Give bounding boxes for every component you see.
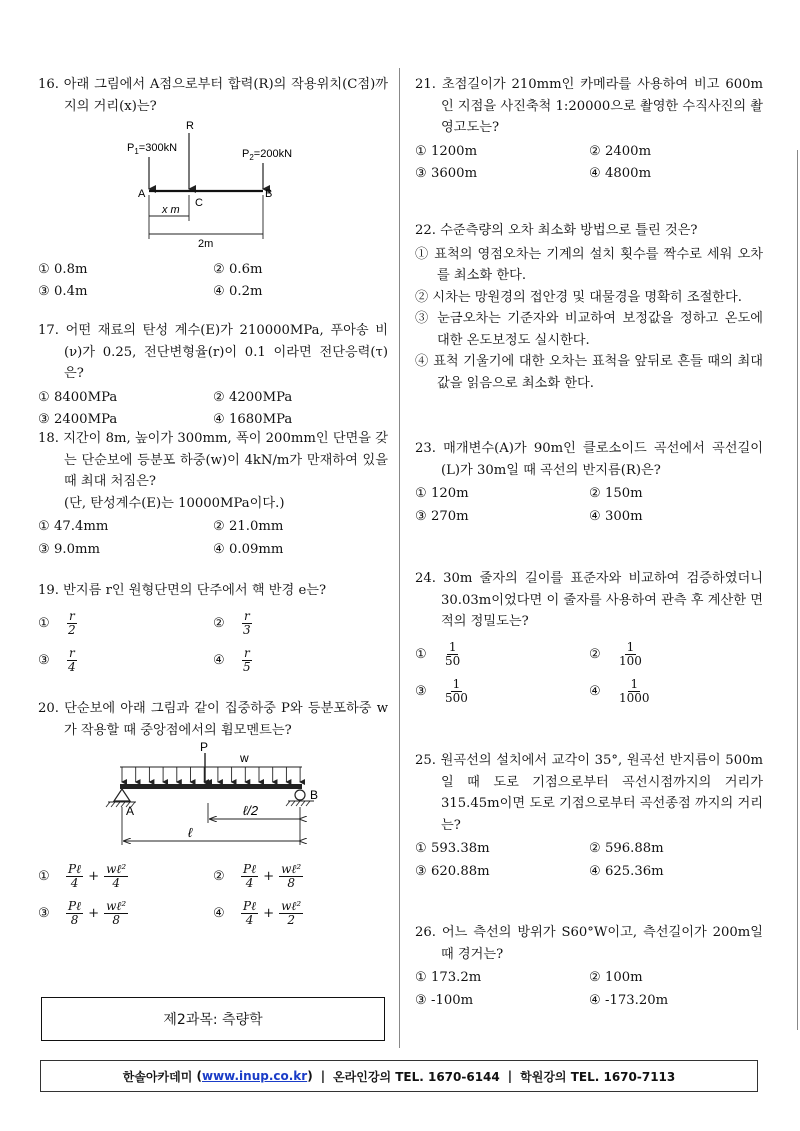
label-p1: $P_1=300kN$ [127,142,178,156]
option[interactable]: ③ 3600m [415,166,478,181]
footer-academy-name: 한솔아카데미 [122,1069,193,1084]
option[interactable]: ③ 2400MPa [38,412,118,427]
question-19-text: 19. 반지름 r인 원형단면의 단주에서 핵 반경 e는? [38,583,327,598]
question-26-options [415,967,763,1011]
support-b [295,790,305,800]
beam [120,784,302,789]
option[interactable]: ③ $\frac{r}{4}$ [38,646,76,674]
question-22-text: 22. 수준측량의 오차 최소화 방법으로 틀린 것은? [415,223,698,238]
option[interactable]: ② 시차는 망원경의 접안경 및 대물경을 명확히 조절한다. [415,289,742,305]
option[interactable]: ④ 4800m [589,166,652,181]
distributed-load-arrows [122,767,300,782]
option[interactable]: ③ 0.4m [38,284,88,299]
option[interactable]: ④ $\frac{1}{1000}$ [589,677,650,705]
label-c: C [195,197,203,209]
question-23-options [415,483,763,527]
option[interactable]: ③ 9.0mm [38,541,100,557]
right-edge-line [797,150,798,1030]
question-18 [38,428,388,560]
question-18-text: 18. 지간이 8m, 높이가 300mm, 폭이 200mm인 단면을 갖는 단순보에 등분포 하중(w)이 4kN/m가 만재하여 있을 때 최대 처짐은? [38,431,388,489]
label-l: ℓ [188,825,193,840]
option[interactable]: ② $\frac{1}{100}$ [589,640,642,668]
question-16-text: 16. 아래 그림에서 A점으로부터 합력(R)의 작용위치(C점)까지의 거리(x)는? [38,77,388,114]
question-25-text: 25. 원곡선의 설치에서 교각이 35°, 원곡선 반지름이 500m일 때 도로 기점으로부터 곡선시점까지의 거리가 315.45m이면 도로 기점으로부터 곡선종점 까지의 거리는? [415,753,763,833]
option[interactable]: ④ 625.36m [589,863,664,879]
support-a [114,789,130,801]
option[interactable]: ② $\frac{r}{3}$ [213,609,251,637]
question-19-options [38,606,388,679]
label-p: P [200,741,209,754]
option[interactable]: ④ 0.09mm [213,541,284,557]
option[interactable]: ③ 620.88m [415,863,490,879]
question-22 [415,220,763,394]
option[interactable]: ② 4200MPa [213,389,293,405]
question-16 [38,74,388,303]
q20-beam-figure [38,741,388,847]
question-21 [415,74,763,185]
subject-title-box: 제2과목: 측량학 [41,997,385,1041]
option[interactable]: ① 173.2m [415,970,482,985]
question-24-options [415,637,763,710]
option[interactable]: ① 표척의 영점오차는 기계의 설치 횟수를 짝수로 세워 오차를 최소화 한다. [415,246,763,283]
option[interactable]: ① 1200m [415,143,478,159]
option[interactable]: ① $\frac{r}{2}$ [38,609,76,637]
option[interactable]: ② 596.88m [589,841,664,856]
question-20-text: 20. 단순보에 아래 그림과 같이 집중하중 P와 등분포하중 w가 작용할 때 중앙점에서의 휨모멘트는? [38,701,388,738]
question-26 [415,922,763,1011]
option[interactable]: ④ 300m [589,508,643,524]
question-26-text: 26. 어느 측선의 방위가 S60°W이고, 측선길이가 200m일 때 경거는? [415,925,763,962]
option[interactable]: ② 100m [589,970,643,985]
question-19 [38,580,388,679]
footer: 한솔아카데미 ( www.inup.co.kr ) | 온라인강의 TEL. 1670-6144 | 학원강의 TEL. 1670-7113 [40,1060,758,1092]
option[interactable]: ① $\frac{\text{Pℓ}}{4}$ + $\frac{\text{wℓ²}}{4}$ [38,862,127,890]
label-half-l: ℓ/2 [243,803,259,818]
option[interactable]: ④ 0.2m [213,284,263,299]
label-a: A [126,804,135,818]
option[interactable]: ④ -173.20m [589,992,669,1008]
option[interactable]: ① $\frac{1}{50}$ [415,640,461,668]
option[interactable]: ③ 270m [415,508,469,524]
question-18-note: (단, 탄성계수(E)는 10000MPa이다.) [64,495,285,511]
option[interactable]: ④ 1680MPa [213,412,293,427]
label-w: w [240,751,249,765]
label-p2: $P_2=200kN$ [242,148,293,162]
question-17-options [38,387,388,431]
question-17 [38,320,388,431]
label-xm: x m [162,204,180,216]
question-23-text: 23. 매개변수(A)가 90m인 클로소이드 곡선에서 곡선길이(L)가 30m일 때 곡선의 반지름(R)은? [415,441,763,478]
question-21-text: 21. 초점길이가 210mm인 카메라를 사용하여 비고 600m인 지점을 사진축척 1:20000으로 촬영한 수직사진의 촬영고도는? [415,77,763,135]
option[interactable]: ③ $\frac{\text{Pℓ}}{8}$ + $\frac{\text{wℓ²}}{8}$ [38,899,127,927]
label-a: A [138,188,146,200]
question-18-options [38,516,388,560]
question-22-options [415,244,763,395]
option[interactable]: ① 0.8m [38,261,88,277]
option[interactable]: ② $\frac{\text{Pℓ}}{4}$ + $\frac{\text{wℓ²}}{8}$ [213,862,302,890]
label-2m: 2m [198,238,214,249]
question-25 [415,750,763,882]
footer-online-phone: 온라인강의 TEL. 1670-6144 [333,1069,500,1084]
label-r: R [186,120,194,132]
question-24-text: 24. 30m 줄자의 길이를 표준자와 비교하여 검증하였더니 30.03m이었다면 이 줄자를 사용하여 관측 후 계산한 면적의 정밀도는? [415,571,763,629]
option[interactable]: ② 0.6m [213,261,263,277]
column-divider [399,68,400,1048]
option[interactable]: ④ $\frac{\text{Pℓ}}{4}$ + $\frac{\text{wℓ²}}{2}$ [213,899,302,927]
q16-beam-figure [38,117,388,249]
question-25-options [415,838,763,882]
question-17-text: 17. 어떤 재료의 탄성 계수(E)가 210000MPa, 푸아송 비(ν)가 0.25, 전단변형율(r)이 0.1 이라면 전단응력(τ)은? [38,323,388,381]
option[interactable]: ② 150m [589,486,643,501]
option[interactable]: ② 2400m [589,143,652,159]
option[interactable]: ④ 표척 기울기에 대한 오차는 표척을 앞뒤로 흔들 때의 최대값을 읽음으로 최소화 한다. [415,354,763,391]
label-b: B [310,788,319,802]
footer-offline-phone: 학원강의 TEL. 1670-7113 [520,1069,676,1084]
footer-website-link[interactable]: www.inup.co.kr [201,1069,308,1083]
question-20 [38,698,388,932]
label-b: B [265,188,273,200]
option[interactable]: ① 8400MPa [38,389,118,405]
question-21-options [415,141,763,185]
option[interactable]: ② 21.0mm [213,519,284,534]
option[interactable]: ④ $\frac{r}{5}$ [213,646,251,674]
question-24 [415,568,763,710]
option[interactable]: ① 593.38m [415,841,490,856]
option[interactable]: ① 120m [415,486,469,501]
option[interactable]: ③ $\frac{1}{500}$ [415,677,468,705]
option[interactable]: ③ 눈금오차는 기준자와 비교하여 보정값을 정하고 온도에 대한 온도보정도 실시한다. [415,311,763,348]
option[interactable]: ① 47.4mm [38,519,109,534]
question-16-options [38,259,388,303]
option[interactable]: ③ -100m [415,992,474,1008]
question-23 [415,438,763,527]
question-20-options [38,859,388,932]
